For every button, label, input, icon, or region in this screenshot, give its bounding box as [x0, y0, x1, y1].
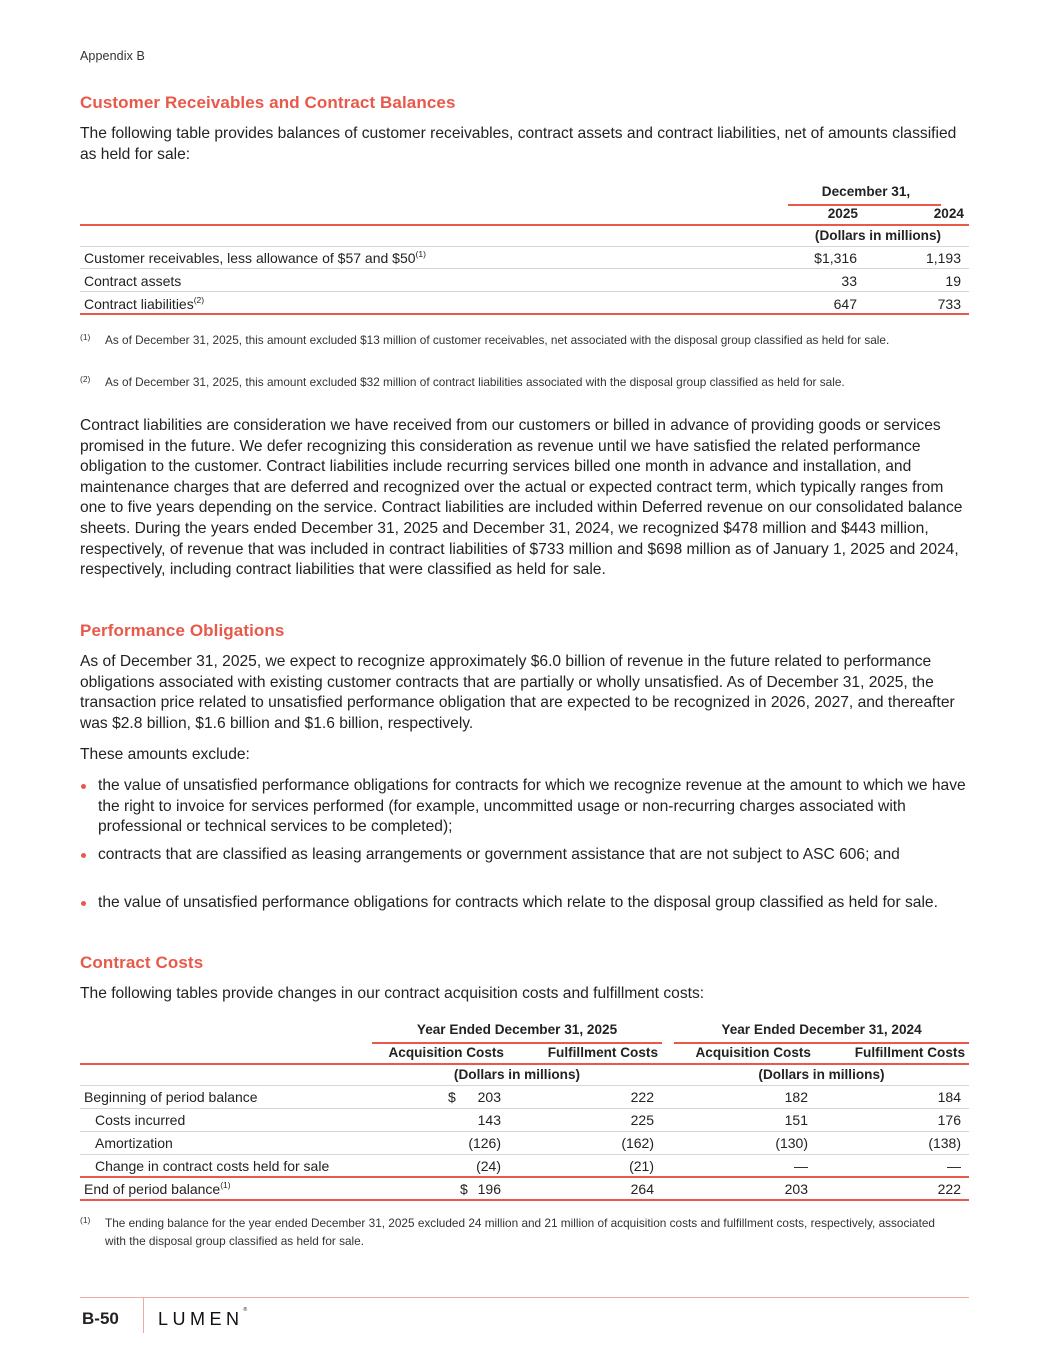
section-heading-contract-costs: Contract Costs — [80, 953, 204, 972]
row-label: Beginning of period balance — [84, 1089, 258, 1105]
header-rule — [80, 1063, 969, 1065]
currency-symbol: $ — [448, 1089, 456, 1105]
cell-value: 647 — [833, 296, 857, 312]
footnote-text: As of December 31, 2025, this amount excluded $32 million of contract liabilities associated with the disposal group classified as held for sale. — [105, 375, 845, 389]
table-row — [80, 270, 969, 292]
bullet-icon — [81, 901, 86, 906]
cell-value: 176 — [937, 1112, 961, 1128]
header-rule — [80, 224, 969, 226]
bullet-icon — [81, 853, 86, 858]
table-group-header: December 31, — [821, 184, 911, 199]
cell-value: 151 — [784, 1112, 808, 1128]
footnote-marker: (1) — [220, 1180, 231, 1190]
table-row — [80, 247, 969, 269]
table-row — [80, 1132, 969, 1155]
header-rule — [372, 1042, 662, 1044]
cell-value: 143 — [477, 1112, 501, 1128]
column-header: Acquisition Costs — [388, 1045, 504, 1060]
footnote-marker: (1) — [80, 332, 91, 342]
cell-value: (126) — [468, 1135, 501, 1151]
footer-divider — [143, 1297, 144, 1333]
row-label: End of period balance$^{(1)}$ — [84, 1180, 231, 1197]
table-row — [80, 1155, 969, 1178]
section-heading-receivables: Customer Receivables and Contract Balances — [80, 93, 456, 112]
performance-paragraph: As of December 31, 2025, we expect to recognize approximately $6.0 billion of revenue in the future related to performance obligations associated with existing customer contracts that are partially or wholly unsatisfied. As of December 31, 2025, the transaction price related to unsatisfied performance obligation that are expected to be recognized in 2026, 2027, and thereafter was $2.8 billion, $1.6 billion and $1.6 billion, respectively. — [80, 653, 955, 732]
cell-value: 203 — [477, 1089, 501, 1105]
table-row — [80, 1086, 969, 1109]
cell-value: (162) — [621, 1135, 654, 1151]
footnote-text: The ending balance for the year ended December 31, 2025 excluded 24 million and 21 million of acquisition costs and fulfillment costs, respectively, associated with the disposal group classified as held for sale. — [105, 1216, 935, 1248]
cell-value: (24) — [476, 1158, 501, 1174]
footnote-marker: (1) — [415, 249, 426, 259]
list-item-text: the value of unsatisfied performance obligations for contracts which relate to the disposal group classified as held for sale. — [98, 894, 938, 911]
receivables-intro: The following table provides balances of customer receivables, contract assets and contract liabilities, net of amounts classified as held for sale: — [80, 125, 957, 163]
cell-value: — — [794, 1158, 808, 1174]
table-row — [80, 1109, 969, 1132]
cell-value: 196 — [477, 1181, 501, 1197]
cell-value: 733 — [937, 296, 961, 312]
group-header-2025: Year Ended December 31, 2025 — [416, 1022, 618, 1037]
cell-value: 264 — [630, 1181, 654, 1197]
column-header-2025: 2025 — [827, 206, 858, 221]
column-header-2024: 2024 — [933, 206, 964, 221]
header-rule — [674, 1042, 969, 1044]
appendix-label: Appendix B — [80, 49, 145, 63]
cell-value: $1,316 — [814, 250, 857, 266]
table-row — [80, 293, 969, 315]
currency-symbol: $ — [460, 1181, 468, 1197]
cell-value: 222 — [937, 1181, 961, 1197]
cell-value: 19 — [945, 273, 961, 289]
contract-costs-intro: The following tables provide changes in our contract acquisition costs and fulfillment costs: — [80, 985, 705, 1002]
group-header-2024: Year Ended December 31, 2024 — [721, 1022, 922, 1037]
row-label: Costs incurred — [95, 1112, 186, 1128]
cell-value: 1,193 — [925, 250, 961, 266]
cell-value: 184 — [937, 1089, 961, 1105]
bullet-icon — [81, 784, 86, 789]
cell-value: 222 — [630, 1089, 654, 1105]
page-number: B-50 — [82, 1309, 119, 1328]
cell-value: (21) — [629, 1158, 654, 1174]
list-item-text: the value of unsatisfied performance obligations for contracts for which we recognize revenue at the amount to which we have the right to invoice for services performed (for example, uncommitted usage or non-recurring charges associated with professional or technical services to be completed); — [98, 777, 966, 836]
cell-value: 225 — [630, 1112, 654, 1128]
column-header: Fulfillment Costs — [547, 1045, 658, 1060]
units-label: (Dollars in millions) — [453, 1067, 581, 1082]
units-label: (Dollars in millions) — [814, 228, 942, 243]
list-item-text: contracts that are classified as leasing arrangements or government assistance that are not subject to ASC 606; and — [98, 846, 900, 863]
footnote-text: As of December 31, 2025, this amount excluded $13 million of customer receivables, net associated with the disposal group classified as held for sale. — [105, 333, 890, 347]
column-header: Fulfillment Costs — [854, 1045, 965, 1060]
contract-liabilities-paragraph: Contract liabilities are consideration we have received from our customers or billed in advance of providing goods or services promised in the future. We defer recognizing this consideration as revenue until we have satisfied the related performance obligation to the customer. Contract liabilities include recurring services billed one month in advance and installation, and maintenance charges that are deferred and recognized over the actual or expected contract term, which typically ranges from one to five years depending on the service. Contract liabilities are included within Deferred revenue on our consolidated balance sheets. During the years ended December 31, 2025 and December 31, 2024, we recognized $478 million and $443 million, respectively, of revenue that was included in contract liabilities of $733 million and $698 million as of January 1, 2025 and 2024, respectively, including contract liabilities that were classified as held for sale. — [80, 417, 963, 579]
footnote-marker: (1) — [80, 1215, 91, 1225]
row-label: Amortization — [95, 1135, 173, 1151]
row-label: Contract liabilities$^{(2)}$ — [84, 295, 205, 312]
footnote-marker: (2) — [193, 295, 205, 305]
footnote-marker: (2) — [80, 374, 91, 384]
row-label: Change in contract costs held for sale — [95, 1158, 330, 1174]
row-label: Contract assets — [84, 273, 182, 289]
units-label: (Dollars in millions) — [758, 1067, 885, 1082]
cell-value: 182 — [784, 1089, 808, 1105]
table-row-total — [80, 1178, 969, 1201]
exclude-intro: These amounts exclude: — [80, 746, 250, 763]
cell-value: (138) — [928, 1135, 961, 1151]
cell-value: (130) — [775, 1135, 808, 1151]
footer-rule — [80, 1297, 969, 1298]
row-label: Customer receivables, less allowance of $57 and $50$^{(1)}$ — [84, 249, 426, 266]
cell-value: — — [947, 1158, 961, 1174]
cell-value: 33 — [841, 273, 857, 289]
lumen-logo: LUMEN® — [158, 1307, 248, 1329]
section-heading-performance: Performance Obligations — [80, 621, 285, 640]
cell-value: 203 — [784, 1181, 808, 1197]
column-header: Acquisition Costs — [695, 1045, 811, 1060]
